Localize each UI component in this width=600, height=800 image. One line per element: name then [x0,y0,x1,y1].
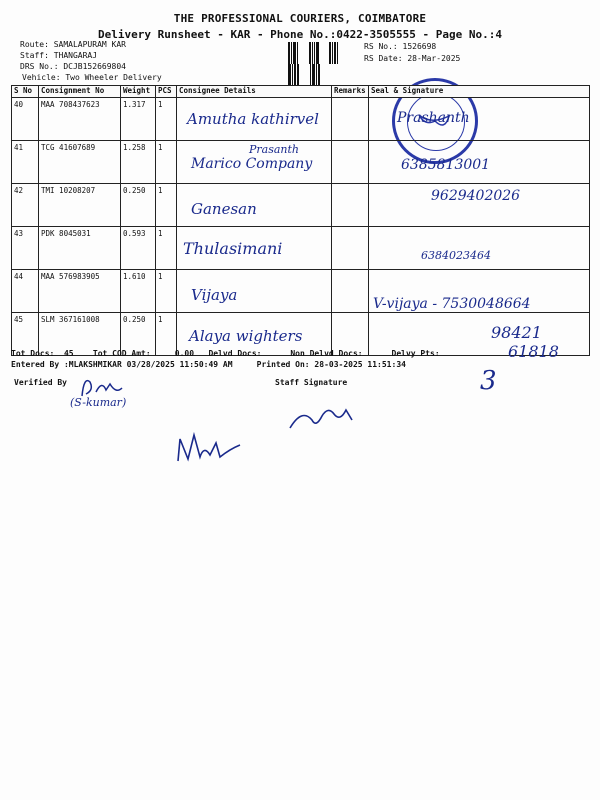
rs-number: RS No.: 1526698 [364,42,437,51]
consignee-handwriting-line2: Marico Company [191,156,313,172]
cell-remarks [332,270,369,313]
col-consignment: Consignment No [39,86,121,98]
cell-pcs: 1 [156,227,177,270]
totals-line: Tot Docs: 45 Tot COD Amt: 0.00 Delvd Docs: Non Delvd Docs: Delvy Pts: [11,349,440,358]
col-sno: S No [12,86,39,98]
cell-consignee [177,141,332,184]
staff-signature-label: Staff Signature [275,378,348,387]
consignee-handwriting: Prasanth [249,143,300,156]
consignee-handwriting: Vijaya [191,286,238,304]
staff-signature-scribble-2 [282,398,372,438]
staff-signature-scribble [170,425,270,470]
col-remarks: Remarks [332,86,369,98]
rs-date: RS Date: 28-Mar-2025 [364,54,461,63]
cell-signature [369,270,590,313]
signature-handwriting: Prashanth [397,110,470,126]
signature-handwriting: 6384023464 [421,249,491,262]
verified-name-handwriting: (S-kumar) [70,396,127,409]
cell-pcs: 1 [156,141,177,184]
delivery-table [11,85,590,356]
cell-signature [369,227,590,270]
signature-handwriting: V-vijaya - 7530048664 [373,296,531,312]
cell-remarks [332,227,369,270]
table-row [12,141,590,184]
cell-signature [369,141,590,184]
vehicle-info: Vehicle: Two Wheeler Delivery [22,73,162,82]
cell-remarks [332,98,369,141]
cell-sno: 44 [12,270,39,313]
table-row [12,270,590,313]
cell-weight: 1.610 [121,270,156,313]
cell-consignment: SLM 367161008 [39,313,121,356]
route-info: Route: SAMALAPURAM KAR [20,40,126,49]
cell-weight: 1.317 [121,98,156,141]
consignee-handwriting: Alaya wighters [189,327,303,345]
consignee-handwriting: Ganesan [191,200,257,218]
verifier-signature-scribble [76,372,126,402]
cell-signature [369,98,590,141]
col-weight: Weight [121,86,156,98]
table-header-row [12,86,590,98]
cell-pcs: 1 [156,98,177,141]
cell-remarks [332,184,369,227]
cell-pcs: 1 [156,313,177,356]
cell-consignee [177,98,332,141]
cell-pcs: 1 [156,270,177,313]
cell-weight: 0.250 [121,184,156,227]
entered-by-line: Entered By :MLAKSHMIKAR 03/28/2025 11:50:49 AM Printed On: 28-03-2025 11:51:34 [11,360,406,369]
cell-sno: 42 [12,184,39,227]
signature-handwriting: 9629402026 [431,188,521,204]
signature-handwriting: 6385813001 [401,157,491,173]
company-title: THE PROFESSIONAL COURIERS, COIMBATORE [173,12,427,25]
cell-sno: 40 [12,98,39,141]
cell-consignee [177,227,332,270]
verified-by-label: Verified By [14,378,67,387]
cell-remarks [332,141,369,184]
cell-consignee [177,270,332,313]
cell-pcs: 1 [156,184,177,227]
delivery-points-handwriting: 61818 [508,342,559,361]
signature-handwriting: 98421 [491,323,542,342]
barcode [288,42,352,64]
col-seal-signature: Seal & Signature [369,86,590,98]
consignee-handwriting: Thulasimani [183,239,283,258]
cell-weight: 1.258 [121,141,156,184]
cell-consignment: PDK 8045031 [39,227,121,270]
col-pcs: PCS [156,86,177,98]
cell-weight: 0.250 [121,313,156,356]
cell-sno: 45 [12,313,39,356]
col-consignee: Consignee Details [177,86,332,98]
handwritten-mark: 3 [480,366,497,396]
drs-number: DRS No.: DCJB152669804 [20,62,126,71]
consignee-handwriting: Amutha kathirvel [187,110,319,128]
cell-consignee [177,184,332,227]
table-row [12,98,590,141]
cell-sno: 41 [12,141,39,184]
staff-info: Staff: THANGARAJ [20,51,98,60]
runsheet-title: Delivery Runsheet - KAR - Phone No.:0422-3505555 - Page No.:4 [98,28,502,41]
cell-consignment: MAA 708437623 [39,98,121,141]
cell-sno: 43 [12,227,39,270]
table-row [12,184,590,227]
cell-signature [369,184,590,227]
cell-consignment: MAA 576983905 [39,270,121,313]
cell-consignment: TCG 41607689 [39,141,121,184]
cell-weight: 0.593 [121,227,156,270]
cell-consignment: TMI 10208207 [39,184,121,227]
table-row [12,227,590,270]
